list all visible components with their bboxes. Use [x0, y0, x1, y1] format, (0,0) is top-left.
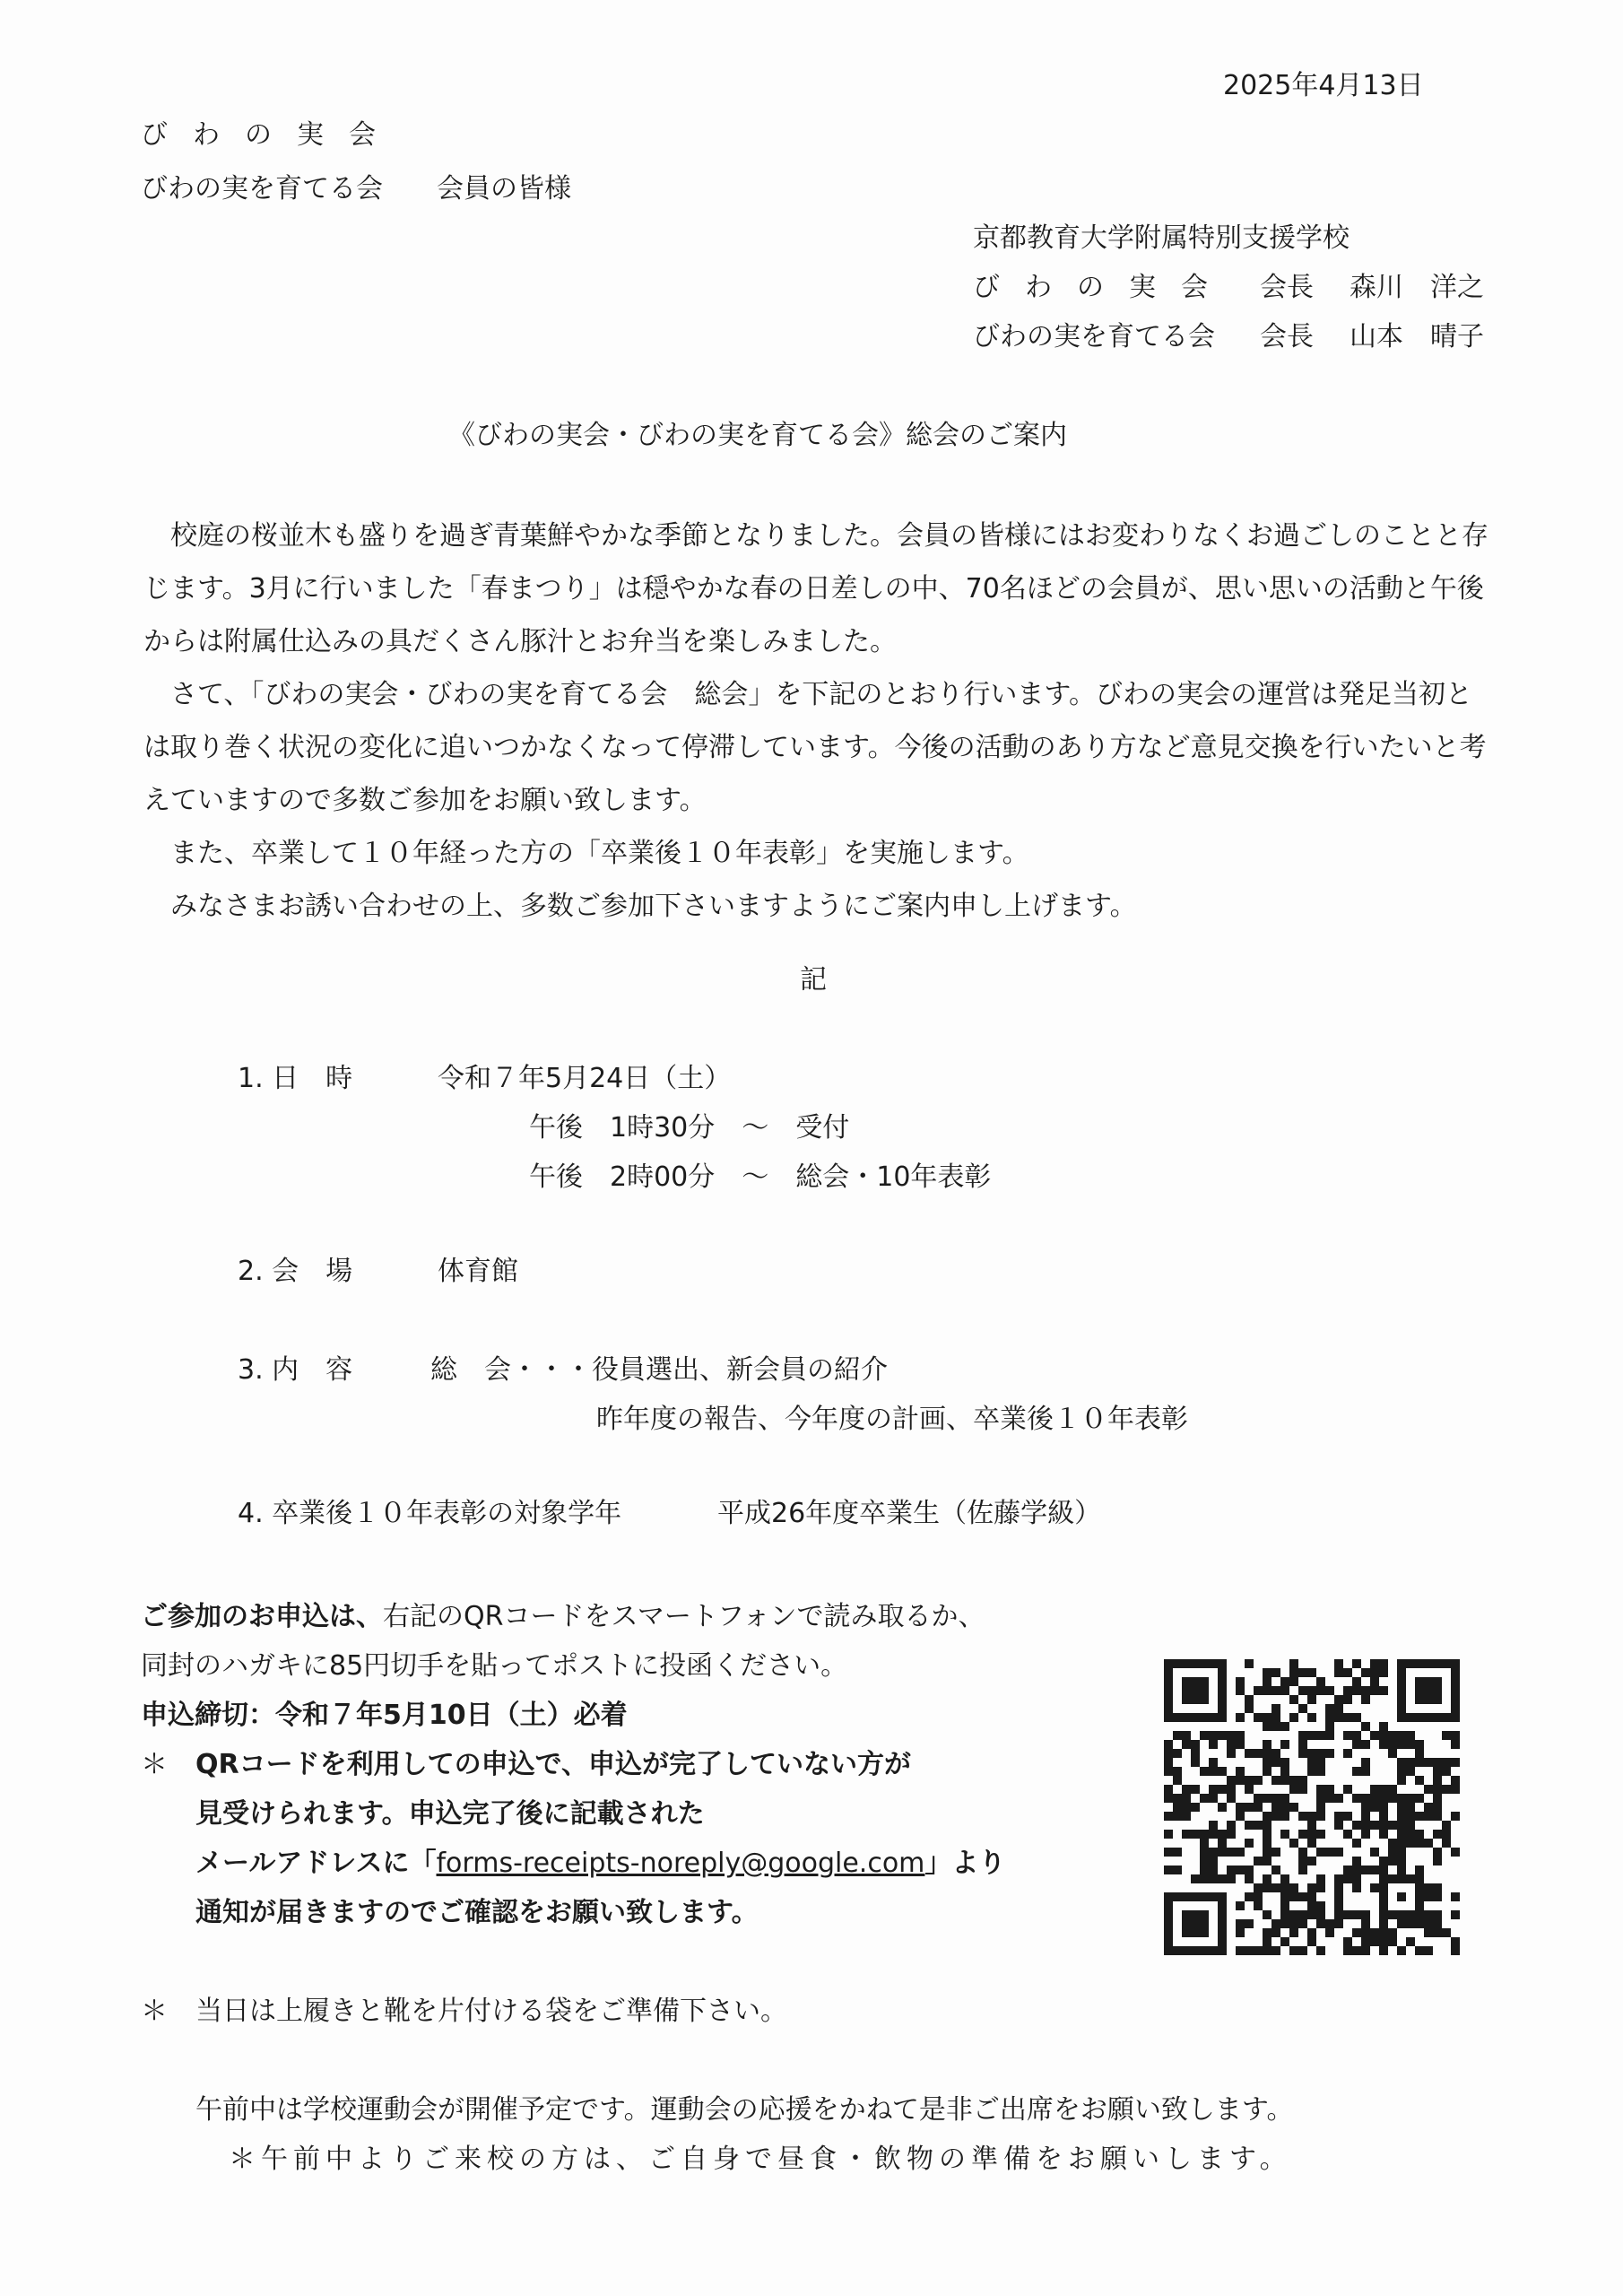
item-1-label: 1. 日 時: [238, 1063, 353, 1094]
ki-heading: 記: [800, 964, 827, 996]
note-slippers: 当日は上履きと靴を片付ける袋をご準備下さい。: [195, 1996, 787, 2027]
apply-note-1: QRコードを利用しての申込で、申込が完了していない方が: [195, 1749, 912, 1780]
apply-note-3-suffix: 」より: [924, 1848, 1006, 1879]
apply-note-2: 見受けられます。申込完了後に記載された: [195, 1798, 705, 1830]
apply-note-4: 通知が届きますのでご確認をお願い致します。: [195, 1897, 759, 1928]
addressee-line-1: びわの実会: [141, 119, 401, 151]
apply-line-1-rest: 右記のQRコードをスマートフォンで読み取るか、: [383, 1601, 985, 1632]
item-4-value: 平成26年度卒業生（佐藤学級）: [717, 1498, 1102, 1529]
item-2-value: 体育館: [438, 1256, 518, 1287]
item-2-label: 2. 会 場: [238, 1256, 353, 1287]
sender-org-1: びわの実会: [973, 272, 1233, 303]
morning-note-2: ＊午前中よりご来校の方は、ご自身で昼食・飲物の準備をお願いします。: [229, 2144, 1292, 2175]
apply-note-mark: ＊: [141, 1749, 168, 1780]
item-3-label: 3. 内 容: [238, 1354, 353, 1386]
addressee-line-2: びわの実を育てる会 会員の皆様: [141, 173, 571, 204]
note-slippers-mark: ＊: [141, 1996, 168, 2027]
document-title: 《びわの実会・びわの実を育てる会》総会のご案内: [448, 420, 1067, 451]
morning-note-1: 午前中は学校運動会が開催予定です。運動会の応援をかねて是非ご出席をお願い致します。: [195, 2094, 1294, 2126]
qr-code-icon[interactable]: [1164, 1659, 1460, 1955]
apply-note-3-prefix: メールアドレスに「: [195, 1848, 437, 1879]
item-1-time-1: 午後 1時30分 ～ 受付: [529, 1112, 850, 1144]
sender-school: 京都教育大学附属特別支援学校: [973, 222, 1350, 254]
item-1-time-2: 午後 2時00分 ～ 総会・10年表彰: [529, 1161, 992, 1193]
apply-note-3: [195, 1848, 1005, 1880]
apply-line-1: [141, 1601, 985, 1633]
item-3-value-1: 総 会・・・役員選出、新会員の紹介: [430, 1354, 888, 1386]
apply-line-1-bold: ご参加のお申込は、: [141, 1601, 383, 1632]
body-paragraph-3: また、卒業して１０年経った方の「卒業後１０年表彰」を実施します。: [170, 838, 1029, 869]
body-paragraph-2: さて、「びわの実会・びわの実を育てる会 総会」を下記のとおり行います。びわの実会の運営は発足当初とは取り巻く状況の変化に追いつかなくなって停滞しています。今後の活動のあり方など意見交換を行いたいと考えていますので多数ご参加をお願い致します。: [143, 679, 1487, 816]
item-4-label: 4. 卒業後１０年表彰の対象学年: [238, 1498, 622, 1529]
apply-deadline: 申込締切：令和７年5月10日（土）必着: [141, 1700, 628, 1731]
document-date: 2025年4月13日: [1223, 70, 1424, 101]
sender-org-2: びわの実を育てる会: [973, 321, 1215, 352]
body-paragraph-1: 校庭の桜並木も盛りを過ぎ青葉鮮やかな季節となりました。会員の皆様にはお変わりなくお過ごしのことと存じます。3月に行いました「春まつり」は穏やかな春の日差しの中、70名ほどの会員が、思い思いの活動と午後からは附属仕込みの具だくさん豚汁とお弁当を楽しみました。: [143, 520, 1488, 657]
body-paragraph-4: みなさまお誘い合わせの上、多数ご参加下さいますようにご案内申し上げます。: [170, 891, 1137, 922]
sender-org-1-title: 会長: [1260, 272, 1314, 303]
receipt-email-link[interactable]: forms-receipts-noreply@google.com: [436, 1848, 925, 1879]
item-3-value-2: 昨年度の報告、今年度の計画、卒業後１０年表彰: [596, 1404, 1188, 1435]
sender-org-2-title: 会長: [1260, 321, 1314, 352]
apply-line-2: 同封のハガキに85円切手を貼ってポストに投函ください。: [141, 1650, 848, 1682]
sender-org-1-name: 森川 洋之: [1350, 272, 1484, 303]
sender-org-2-name: 山本 晴子: [1350, 321, 1484, 352]
item-1-date: 令和７年5月24日（土）: [438, 1063, 732, 1094]
